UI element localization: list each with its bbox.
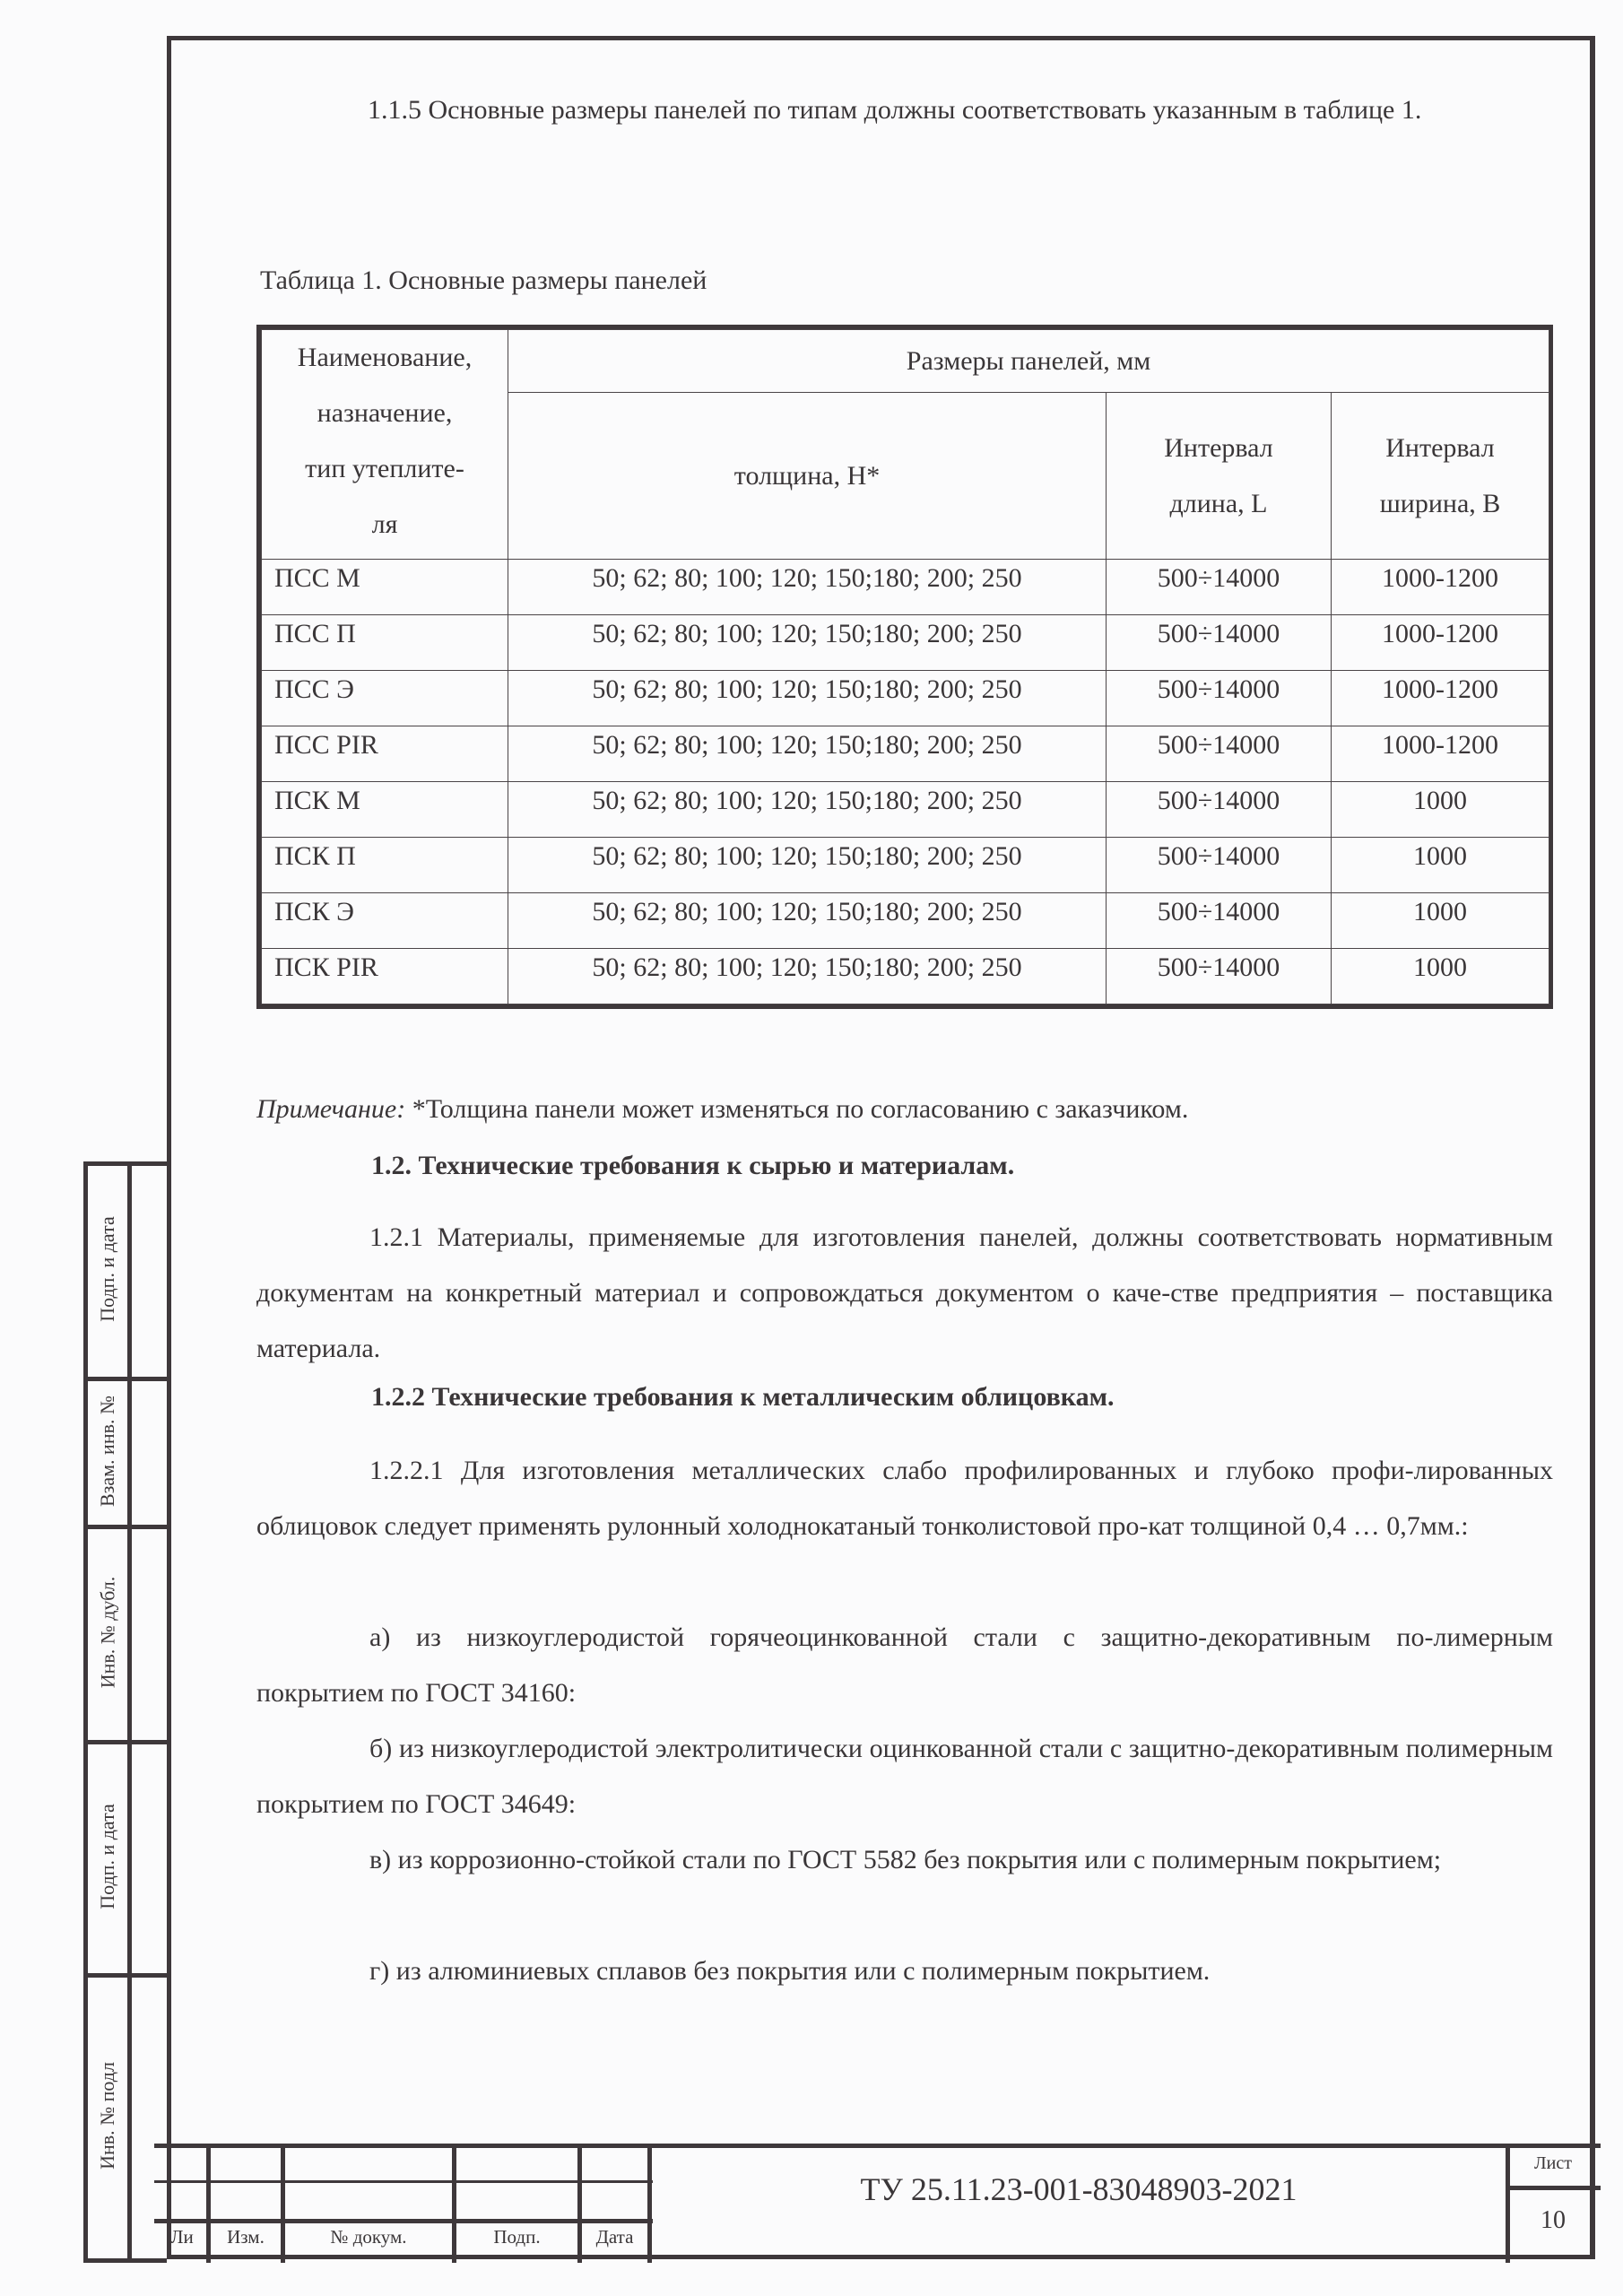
side-label-text: Подп. и дата bbox=[96, 1216, 118, 1322]
side-cell-blank bbox=[127, 1973, 167, 2258]
paragraph-1-2-1: 1.2.1 Материалы, применяемые для изготовления панелей, должны соответствовать нормативным документам на конкретный материал и сопровождаться документом о каче-стве предприятия – поставщика материала. bbox=[256, 1222, 1553, 1363]
cell-length: 500÷14000 bbox=[1107, 726, 1332, 782]
cell-width: 1000 bbox=[1332, 893, 1549, 949]
cell-thickness: 50; 62; 80; 100; 120; 150;180; 200; 250 bbox=[508, 726, 1107, 782]
side-label-text: Подп. и дата bbox=[96, 1804, 118, 1909]
cell-length: 500÷14000 bbox=[1107, 893, 1332, 949]
header-length bbox=[1107, 393, 1332, 560]
paragraph-1-2-2-1: 1.2.2.1 Для изготовления металлических слабо профилированных и глубоко профи-лированных облицовок следует применять рулонный холоднокатаный тонколистовой про-кат толщиной 0,4 … 0,7мм.: bbox=[256, 1456, 1553, 1541]
col-label-doc-number: № докум. bbox=[330, 2226, 407, 2248]
side-label bbox=[88, 1525, 127, 1740]
header-width-line: Интервал bbox=[1385, 432, 1495, 463]
cell-length: 500÷14000 bbox=[1107, 782, 1332, 838]
list-item-a: а) из низкоуглеродистой горячеоцинкованной стали с защитно-декоративным по-лимерным покрытием по ГОСТ 34160: bbox=[256, 1622, 1553, 1708]
header-length-line: длина, L bbox=[1169, 488, 1268, 518]
cell-name: ПСС П bbox=[262, 615, 508, 671]
list-item-v: в) из коррозионно-стойкой стали по ГОСТ 5582 без покрытия или с полимерным покрытием; bbox=[369, 1845, 1442, 1874]
cell-thickness: 50; 62; 80; 100; 120; 150;180; 200; 250 bbox=[508, 893, 1107, 949]
cell-width: 1000-1200 bbox=[1332, 615, 1549, 671]
side-cell-blank bbox=[127, 1740, 167, 1973]
header-name-line: тип утеплите- bbox=[305, 454, 464, 483]
side-label bbox=[88, 1161, 127, 1377]
table-row bbox=[262, 782, 1549, 838]
side-cell-blank bbox=[127, 1525, 167, 1740]
header-width bbox=[1332, 393, 1549, 560]
header-length-line: Интервал bbox=[1164, 432, 1273, 463]
cell-name: ПСК П bbox=[262, 838, 508, 893]
cell-width: 1000-1200 bbox=[1332, 726, 1549, 782]
sheet-label: Лист bbox=[1534, 2153, 1572, 2173]
cell-name: ПСС PIR bbox=[262, 726, 508, 782]
side-cell-blank bbox=[127, 1377, 167, 1525]
note-text: *Толщина панели может изменяться по согласованию с заказчиком. bbox=[405, 1094, 1189, 1124]
list-item-g: г) из алюминиевых сплавов без покрытия или с полимерным покрытием. bbox=[369, 1956, 1211, 1986]
heading-1-2: 1.2. Технические требования к сырью и материалам. bbox=[371, 1151, 1015, 1180]
table-row bbox=[262, 838, 1549, 893]
side-label-text: Взам. инв. № bbox=[96, 1395, 119, 1507]
col-label-date: Дата bbox=[595, 2226, 634, 2248]
list-item-b: б) из низкоуглеродистой электролитически оцинкованной стали с защитно-декоративным полимерным покрытием по ГОСТ 34649: bbox=[256, 1734, 1553, 1819]
cell-name: ПСК PIR bbox=[262, 949, 508, 1004]
table-caption: Таблица 1. Основные размеры панелей bbox=[260, 265, 707, 295]
cell-length: 500÷14000 bbox=[1107, 615, 1332, 671]
dimensions-table bbox=[256, 325, 1553, 1009]
cell-name: ПСС Э bbox=[262, 671, 508, 726]
side-cell-blank bbox=[127, 1161, 167, 1377]
note bbox=[256, 1094, 1188, 1125]
header-thickness: толщина, Н* bbox=[508, 393, 1107, 560]
cell-length: 500÷14000 bbox=[1107, 838, 1332, 893]
cell-width: 1000 bbox=[1332, 838, 1549, 893]
note-label: Примечание: bbox=[256, 1094, 406, 1124]
table-row bbox=[262, 560, 1549, 615]
document-designation: ТУ 25.11.23-001-83048903-2021 bbox=[860, 2171, 1298, 2207]
side-label bbox=[88, 1377, 127, 1525]
cell-thickness: 50; 62; 80; 100; 120; 150;180; 200; 250 bbox=[508, 838, 1107, 893]
cell-length: 500÷14000 bbox=[1107, 949, 1332, 1004]
side-label-text: Инв. № подл bbox=[96, 2062, 119, 2170]
side-label bbox=[88, 1973, 127, 2258]
cell-name: ПСС М bbox=[262, 560, 508, 615]
cell-width: 1000 bbox=[1332, 949, 1549, 1004]
cell-name: ПСК М bbox=[262, 782, 508, 838]
cell-name: ПСК Э bbox=[262, 893, 508, 949]
table-row bbox=[262, 893, 1549, 949]
header-name-line: Наименование, bbox=[297, 343, 473, 372]
cell-width: 1000-1200 bbox=[1332, 560, 1549, 615]
cell-width: 1000-1200 bbox=[1332, 671, 1549, 726]
header-name-line: ля bbox=[371, 509, 398, 539]
sheet-number: 10 bbox=[1541, 2206, 1566, 2234]
cell-thickness: 50; 62; 80; 100; 120; 150;180; 200; 250 bbox=[508, 615, 1107, 671]
table-row bbox=[262, 615, 1549, 671]
cell-thickness: 50; 62; 80; 100; 120; 150;180; 200; 250 bbox=[508, 671, 1107, 726]
table-row bbox=[262, 949, 1549, 1004]
header-name bbox=[262, 330, 508, 560]
cell-thickness: 50; 62; 80; 100; 120; 150;180; 200; 250 bbox=[508, 560, 1107, 615]
side-label-text: Инв. № дубл. bbox=[96, 1576, 119, 1689]
cell-width: 1000 bbox=[1332, 782, 1549, 838]
col-label-li: Ли bbox=[170, 2226, 194, 2248]
col-label-signature: Подп. bbox=[493, 2226, 541, 2248]
table-row bbox=[262, 726, 1549, 782]
cell-length: 500÷14000 bbox=[1107, 560, 1332, 615]
cell-length: 500÷14000 bbox=[1107, 671, 1332, 726]
header-width-line: ширина, В bbox=[1379, 488, 1501, 518]
table-row bbox=[262, 671, 1549, 726]
header-name-line: назначение, bbox=[317, 398, 453, 428]
col-label-izm: Изм. bbox=[227, 2226, 265, 2248]
cell-thickness: 50; 62; 80; 100; 120; 150;180; 200; 250 bbox=[508, 949, 1107, 1004]
side-stamp bbox=[83, 1161, 167, 2263]
paragraph-1-1-5: 1.1.5 Основные размеры панелей по типам должны соответствовать указанным в таблице 1. bbox=[368, 95, 1422, 125]
header-group: Размеры панелей, мм bbox=[508, 330, 1549, 393]
side-label bbox=[88, 1740, 127, 1973]
cell-thickness: 50; 62; 80; 100; 120; 150;180; 200; 250 bbox=[508, 782, 1107, 838]
heading-1-2-2: 1.2.2 Технические требования к металлическим облицовкам. bbox=[371, 1382, 1115, 1412]
